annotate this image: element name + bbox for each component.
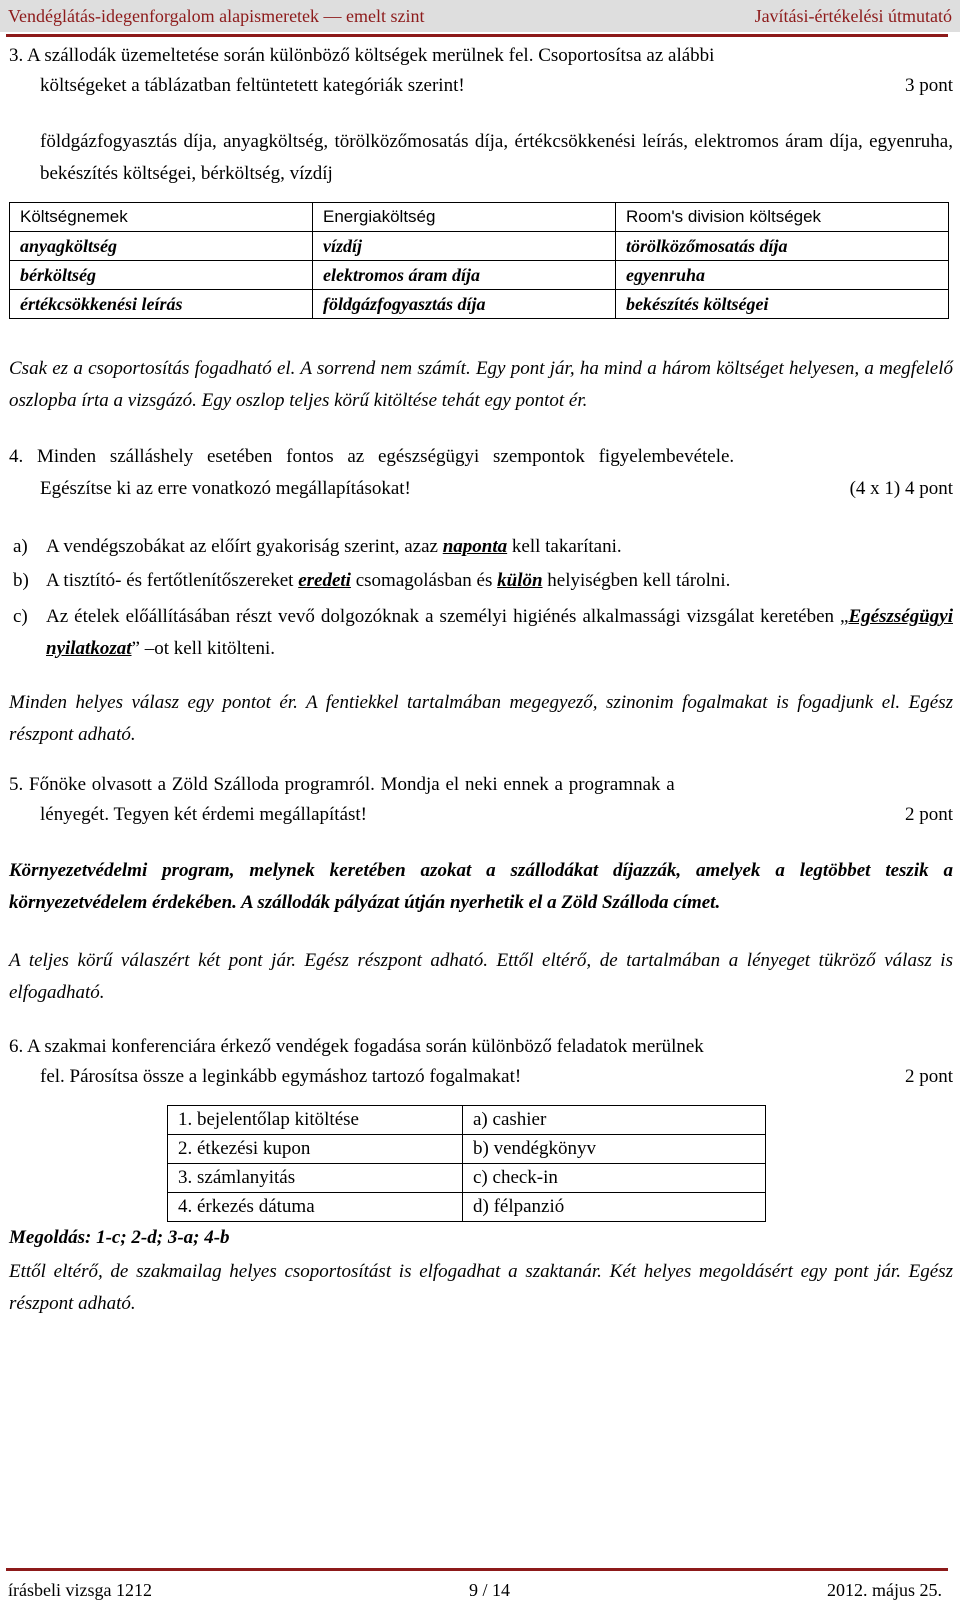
cost-header-cell: Költségnemek [10,203,313,232]
q3-line2: költségeket a táblázatban feltüntetett kategóriák szerint! [40,75,465,96]
header-title: Vendéglátás-idegenforgalom alapismeretek — emelt szint [8,6,425,26]
q4-item-label: a) [13,536,28,557]
q6-line2-row [9,1063,953,1091]
q4-c-text: Az ételek előállításában részt vevő dolgozóknak a személyi higiénés alkalmassági vizsgálat keretében „ [46,606,849,627]
question-3 [9,42,953,417]
q4-line1 [9,443,953,471]
q6-note: Ettől eltérő, de szakmailag helyes csoportosítást is elfogadhat a szaktanár. Két helyes megoldásért egy pont jár. Egész részpont adható. [9,1261,953,1314]
question-6 [9,1033,953,1320]
matching-row [168,1135,766,1164]
matching-right-cell: b) vendégkönyv [463,1135,766,1164]
q5-line2-row [9,801,953,829]
matching-left-cell: 4. érkezés dátuma [168,1193,463,1222]
matching-row [168,1106,766,1135]
matching-row [168,1164,766,1193]
q5-points: 2 pont [904,804,953,825]
cost-cell: bérköltség [10,261,313,290]
cost-cell: anyagköltség [10,232,313,261]
q5-answer: Környezetvédelmi program, melynek keretében azokat a szállodákat díjazzák, amelyek a legtöbbet teszik a környezetvédelem érdekében. A szállodák pályázat útján nyerhetik el a Zöld Szálloda címet. [9,860,953,913]
cost-cell: bekészítés költségei [616,290,949,319]
q6-points: 2 pont [904,1066,953,1087]
q4-b-text-mid: csomagolásban és [350,570,498,591]
matching-left-cell: 1. bejelentőlap kitöltése [168,1106,463,1135]
cost-table-header-row [10,203,949,232]
q3-note: Csak ez a csoportosítás fogadható el. A sorrend nem számít. Egy pont jár, ha mind a három költséget helyesen, a megfelelő oszlopba írta a vizsgázó. Egy oszlop teljes körű kitöltése tehát egy pontot ér. [9,358,953,411]
header-subtitle: Javítási-értékelési útmutató [754,6,952,26]
cost-header-cell: Room's division költségek [616,203,949,232]
cost-cell: egyenruha [616,261,949,290]
q5-line2: lényegét. Tegyen két érdemi megállapítást! [40,804,367,825]
cost-cell: vízdíj [313,232,616,261]
q3-line1: 3. A szállodák üzemeltetése során különböző költségek merülnek fel. Csoportosítsa az alábbi [9,45,715,66]
cost-header-cell: Energiaköltség [313,203,616,232]
q4-line2-row [9,475,953,503]
q6-line2: fel. Párosítsa össze a leginkább egymáshoz tartozó fogalmakat! [40,1066,522,1087]
q3-line2-row [9,72,953,100]
q4-item-label: c) [13,606,28,627]
cost-cell: értékcsökkenési leírás [10,290,313,319]
q6-solution: Megoldás: 1-c; 2-d; 3-a; 4-b [9,1227,230,1248]
cost-cell: elektromos áram díja [313,261,616,290]
matching-right-cell: c) check-in [463,1164,766,1193]
cost-table [9,202,949,319]
q4-b-answer-2: külön [497,570,543,591]
q4-c-text-end: ” –ot kell kitölteni. [131,638,276,659]
footer-date: 2012. május 25. [826,1580,942,1600]
footer-exam: írásbeli vizsga 1212 [8,1580,152,1600]
header-rule [6,34,948,37]
matching-right-cell: a) cashier [463,1106,766,1135]
q4-a-text-end: kell takarítani. [507,536,622,557]
cost-cell: földgázfogyasztás díja [313,290,616,319]
q6-line1: 6. A szakmai konferenciára érkező vendégek fogadása során különböző feladatok merülnek [9,1036,704,1057]
q4-list [9,531,953,665]
cost-table-row [10,290,949,319]
matching-left-cell: 3. számlanyitás [168,1164,463,1193]
cost-cell: törölközőmosatás díja [616,232,949,261]
cost-table-row [10,261,949,290]
q5-line1: 5. Főnöke olvasott a Zöld Szálloda programról. Mondja el neki ennek a programnak a [9,774,675,795]
footer-page-number: 9 / 14 [468,1580,510,1600]
question-5 [9,771,953,1009]
q4-note: Minden helyes válasz egy pontot ér. A fentiekkel tartalmában megegyező, szinonim fogalmakat is fogadjunk el. Egész részpont adható. [9,692,953,745]
matching-table [167,1105,766,1222]
q4-b-text-end: helyiségben kell tárolni. [542,570,731,591]
q4-points: (4 x 1) 4 pont [849,478,953,499]
q4-b-answer-1: eredeti [298,570,351,591]
q5-note: A teljes körű válaszért két pont jár. Egész részpont adható. Ettől eltérő, de tartalmában a lényeget tükröző válasz is elfogadható. [9,950,953,1003]
question-4 [9,443,953,751]
q4-c-answer: Egészségügyi nyilatkozat [46,606,953,659]
q4-line1-text: 4. Minden szálláshely esetében fontos az egészségügyi szempontok figyelembevétele. [9,446,735,467]
q4-item-b [9,565,953,597]
page-content [9,42,953,1320]
matching-left-cell: 2. étkezési kupon [168,1135,463,1164]
q4-line2: Egészítse ki az erre vonatkozó megállapításokat! [40,478,411,499]
q4-a-text: A vendégszobákat az előírt gyakoriság szerint, azaz [46,536,443,557]
q4-a-answer: naponta [442,536,508,557]
matching-row [168,1193,766,1222]
q4-item-c [9,601,953,665]
page-header [0,0,960,32]
cost-table-row [10,232,949,261]
q3-points: 3 pont [904,75,953,96]
q4-b-text: A tisztító- és fertőtlenítőszereket [46,570,299,591]
q4-item-a [9,531,953,563]
matching-right-cell: d) félpanzió [463,1193,766,1222]
q3-items: földgázfogyasztás díja, anyagköltség, törölközőmosatás díja, értékcsökkenési leírás, elektromos áram díja, egyenruha, bekészítés költségei, bérköltség, vízdíj [40,131,953,184]
page-footer [6,1568,948,1604]
q4-item-label: b) [13,570,29,591]
